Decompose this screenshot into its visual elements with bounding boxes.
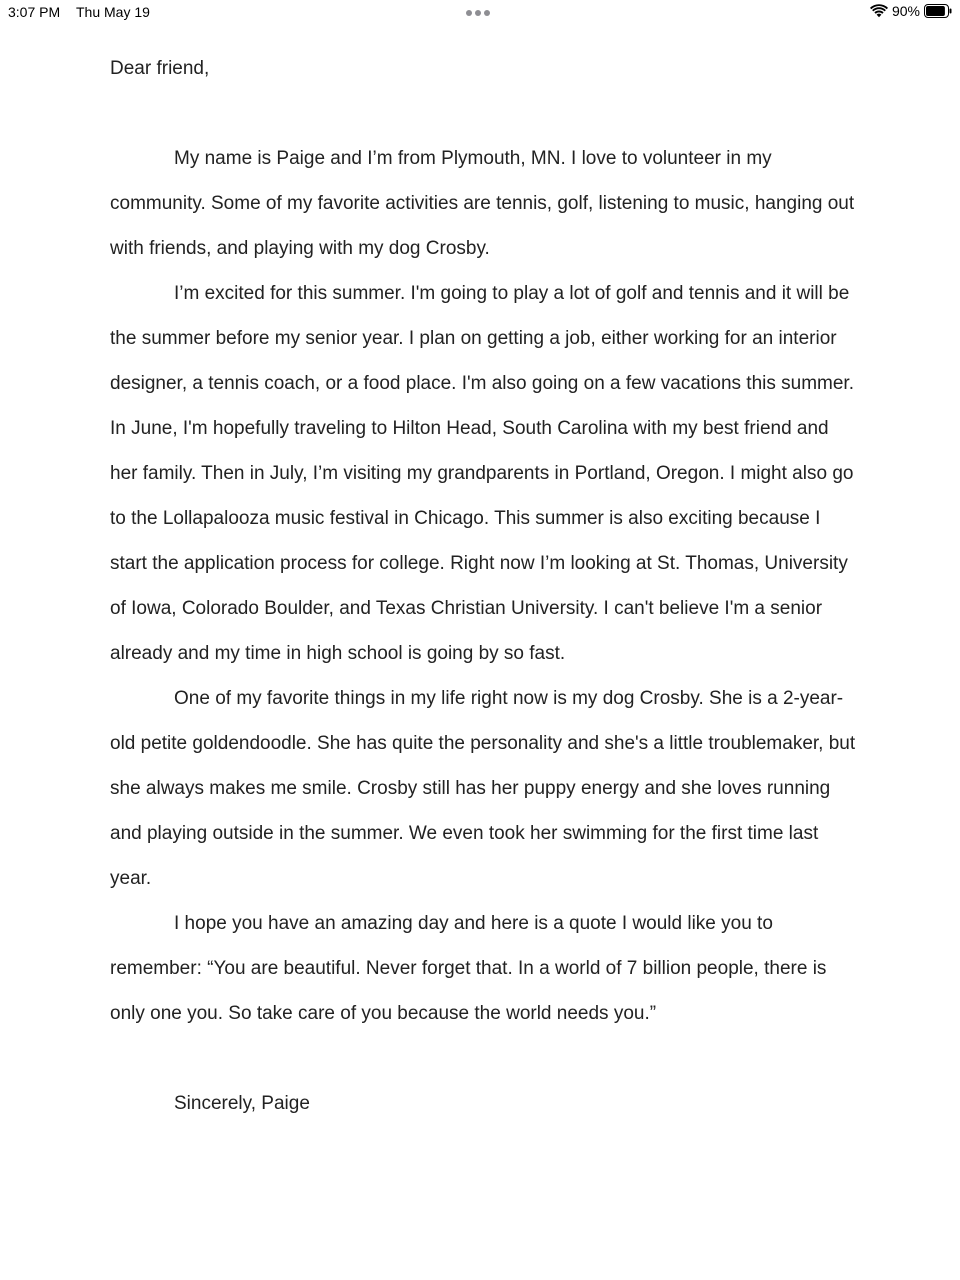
paragraph-quote: I hope you have an amazing day and here is a quote I would like you to remember: “You are beautiful. Never forget that. In a world of 7 billion people, there is only one you. So take care of you because the world needs you.” xyxy=(110,913,827,1024)
status-right xyxy=(870,3,952,19)
letter-document[interactable] xyxy=(110,46,860,1126)
multitask-dots-icon[interactable] xyxy=(466,10,490,16)
battery-icon xyxy=(924,4,952,18)
status-time: 3:07 PM xyxy=(8,4,61,20)
paragraph-dog: One of my favorite things in my life right now is my dog Crosby. She is a 2-year-old petite goldendoodle. She has quite the personality and she's a little troublemaker, but she always makes me smile. Crosby still has her puppy energy and she loves running and playing outside in the summer. We even took her swimming for the first time last year. xyxy=(110,688,856,889)
status-date: Thu May 19 xyxy=(76,4,150,20)
salutation: Dear friend, xyxy=(110,58,210,79)
battery-percent: 90% xyxy=(891,3,920,19)
wifi-icon xyxy=(870,4,888,18)
closing-signature: Sincerely, Paige xyxy=(174,1093,310,1114)
paragraph-intro: My name is Paige and I’m from Plymouth, MN. I love to volunteer in my community. Some of my favorite activities are tennis, golf, listening to music, hanging out with friends, and playing with my dog Crosby. xyxy=(110,148,855,259)
status-bar xyxy=(0,0,960,26)
paragraph-summer: I’m excited for this summer. I'm going to play a lot of golf and tennis and it will be the summer before my senior year. I plan on getting a job, either working for an interior designer, a tennis coach, or a food place. I'm also going on a few vacations this summer. In June, I'm hopefully traveling to Hilton Head, South Carolina with my best friend and her family. Then in July, I’m visiting my grandparents in Portland, Oregon. I might also go to the Lollapalooza music festival in Chicago. This summer is also exciting because I start the application process for college. Right now I’m looking at St. Thomas, University of Iowa, Colorado Boulder, and Texas Christian University. I can't believe I'm a senior already and my time in high school is going by so fast. xyxy=(110,283,854,664)
